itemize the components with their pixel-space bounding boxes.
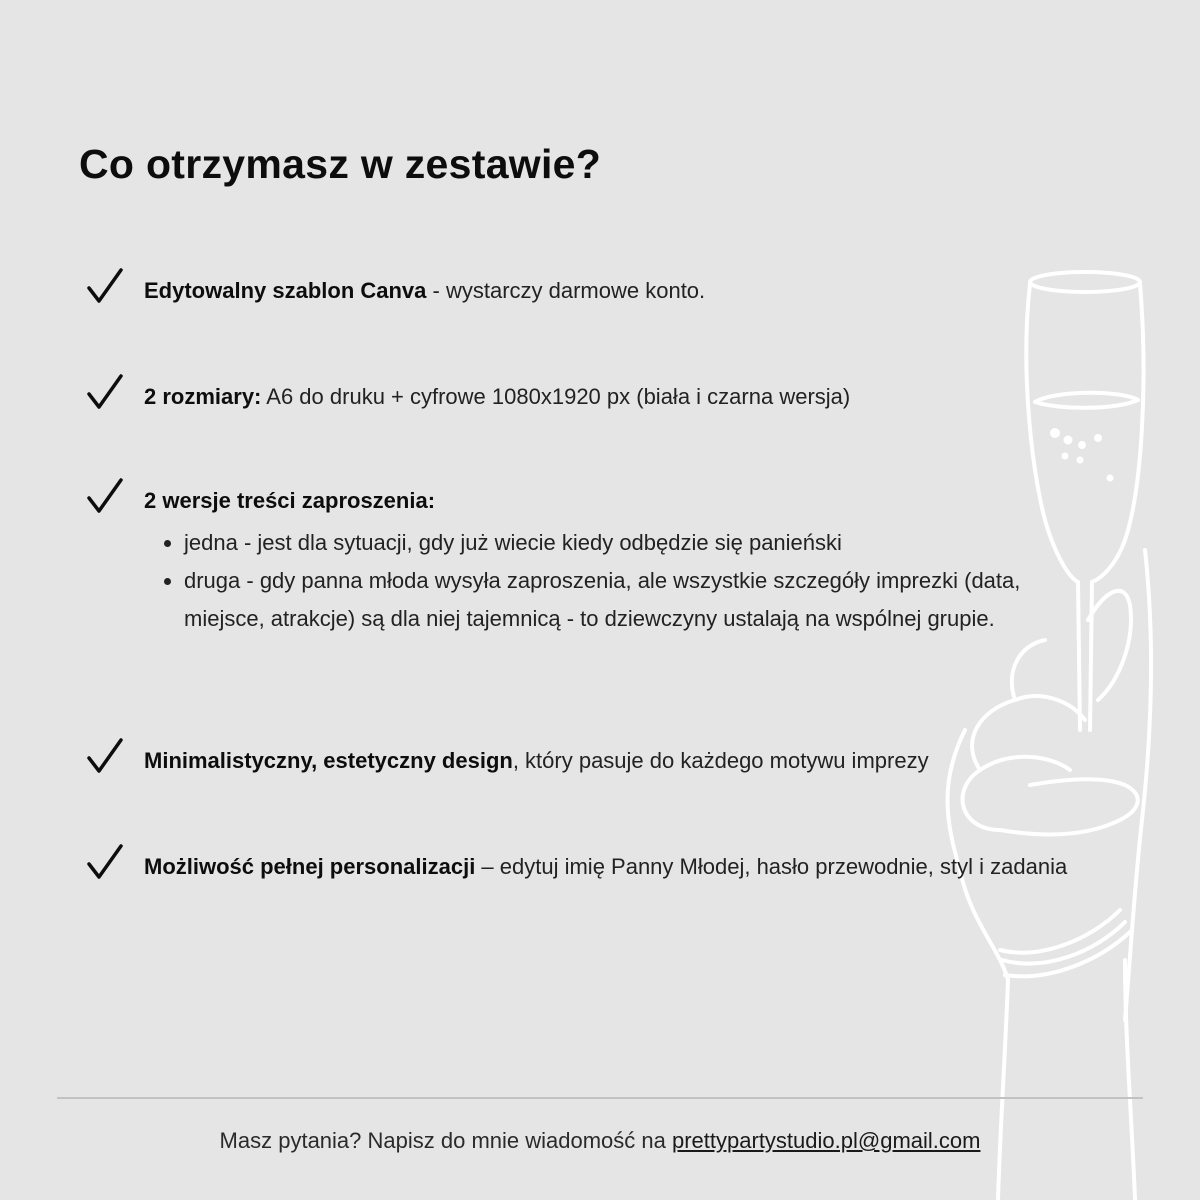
checkmark-icon xyxy=(86,476,124,516)
feature-item-canva-template xyxy=(86,272,1106,310)
feature-description: – edytuj imię Panny Młodej, hasło przewodnie, styl i zadania xyxy=(475,854,1068,879)
divider xyxy=(57,1097,1143,1099)
checkmark-icon xyxy=(86,266,124,306)
feature-title: 2 wersje treści zaproszenia: xyxy=(144,488,436,513)
feature-description: - wystarczy darmowe konto. xyxy=(426,278,706,303)
feature-title: Edytowalny szablon Canva xyxy=(144,278,427,303)
list-item: druga - gdy panna młoda wysyła zaproszenia, ale wszystkie szczegóły imprezki (data, miejsce, atrakcje) są dla niej tajemnicą - to dziewczyny ustalają na wspólnej grupie. xyxy=(184,562,1064,638)
footer-contact xyxy=(0,1128,1200,1154)
feature-item-invitation-versions xyxy=(86,482,1106,638)
invitation-versions-list xyxy=(86,524,1064,638)
feature-title: Możliwość pełnej personalizacji xyxy=(144,854,476,879)
checkmark-icon xyxy=(86,372,124,412)
list-item: jedna - jest dla sytuacji, gdy już wiecie kiedy odbędzie się panieński xyxy=(184,524,1064,562)
feature-description: A6 do druku + cyfrowe 1080x1920 px (biała i czarna wersja) xyxy=(261,384,851,409)
feature-item-sizes xyxy=(86,378,1106,416)
feature-item-personalization xyxy=(86,848,1106,886)
email-link[interactable]: prettypartystudio.pl@gmail.com xyxy=(672,1128,981,1153)
feature-title: 2 rozmiary: xyxy=(144,384,262,409)
footer-text: Masz pytania? Napisz do mnie wiadomość na xyxy=(219,1128,672,1153)
feature-description: , który pasuje do każdego motywu imprezy xyxy=(512,748,929,773)
checkmark-icon xyxy=(86,736,124,776)
feature-title: Minimalistyczny, estetyczny design xyxy=(144,748,513,773)
feature-item-design xyxy=(86,742,1166,780)
page-title: Co otrzymasz w zestawie? xyxy=(79,141,602,187)
checkmark-icon xyxy=(86,842,124,882)
